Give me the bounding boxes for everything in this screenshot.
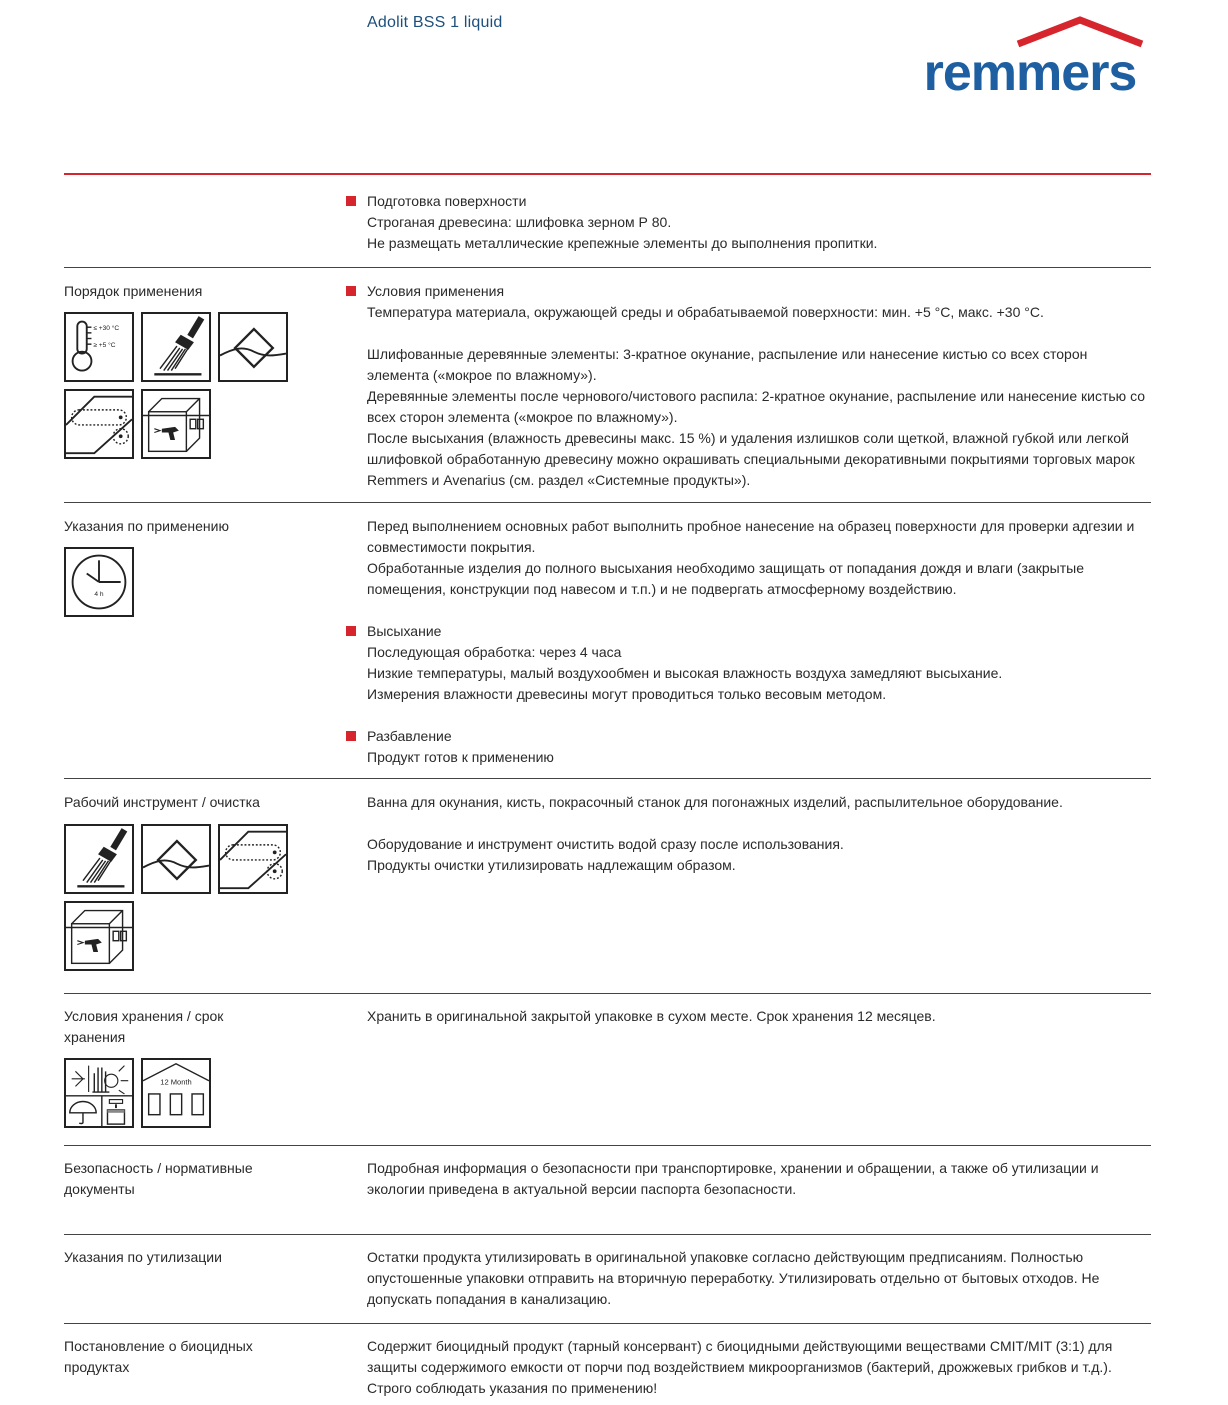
conveyor-icon <box>64 389 134 459</box>
block-line: Деревянные элементы после чернового/чистового распила: 2-кратное окунание, распыление или нанесение кистью со всех сторон элемента («мокрое по влажному»). <box>367 388 1146 425</box>
red-bullet <box>346 196 356 206</box>
block-heading: Условия применения <box>367 283 505 299</box>
spray-booth-icon <box>64 901 134 971</box>
block-line: После высыхания (влажность древесины макс. 15 %) и удаления излишков соли щеткой, влажной губкой или легкой шлифовкой обработанную древесину можно окрашивать специальными декоративными покрытиями торговых марок Remmers и Avenarius (см. раздел «Системные продукты»). <box>367 430 1135 488</box>
header-divider <box>64 173 1151 175</box>
block-line: Последующая обработка: через 4 часа <box>367 644 622 660</box>
block-line: Перед выполнением основных работ выполнить пробное нанесение на образец поверхности для проверки адгезии и совместимости покрытия. <box>367 518 1135 555</box>
block-line: Не размещать металлические крепежные элементы до выполнения пропитки. <box>367 235 878 251</box>
dip-icon <box>141 824 211 894</box>
section-label: Порядок применения <box>64 283 203 299</box>
block-line: Измерения влажности древесины могут проводиться только весовым методом. <box>367 686 887 702</box>
section-label: Безопасность / нормативные документы <box>64 1160 253 1197</box>
svg-text:≥ +5 °C: ≥ +5 °C <box>93 342 116 349</box>
block-line: Продукт готов к применению <box>367 749 554 765</box>
block-line: Низкие температуры, малый воздухообмен и высокая влажность воздуха замедляют высыхание. <box>367 665 1003 681</box>
section-label: Указания по применению <box>64 518 229 534</box>
block-line: Обработанные изделия до полного высыхания необходимо защищать от попадания дождя и влаги (закрытые помещения, конструкции под навесом и т.п.) и не подвергать атмосферному воздействию. <box>367 560 1084 597</box>
block-line: Оборудование и инструмент очистить водой сразу после использования. <box>367 836 844 852</box>
svg-text:12 Month: 12 Month <box>160 1077 192 1087</box>
section-divider <box>64 1145 1151 1146</box>
block-line: Подробная информация о безопасности при транспортировке, хранении и обращении, а также об утилизации и экологии приведена в актуальной версии паспорта безопасности. <box>367 1160 1099 1197</box>
block-cleaning <box>367 834 1151 876</box>
block-surface-prep <box>367 191 1151 254</box>
block-heading: Высыхание <box>367 623 442 639</box>
block-application-conditions <box>367 281 1151 323</box>
brush-icon <box>141 312 211 382</box>
svg-text:remmers: remmers <box>923 44 1137 96</box>
section-label: Указания по утилизации <box>64 1249 222 1265</box>
block-line: Остатки продукта утилизировать в оригинальной упаковке согласно действующим предписаниям. Полностью опустошенные упаковки отправить на вторичную переработку. Утилизировать отдельно от бытовых отходов. Не допускать попадания в канализацию. <box>367 1249 1100 1307</box>
block-application-methods <box>367 344 1151 491</box>
svg-text:4 h: 4 h <box>94 591 104 599</box>
section-divider <box>64 267 1151 268</box>
conveyor-icon <box>218 824 288 894</box>
block-dilution <box>367 726 1151 768</box>
block-general-notes <box>367 516 1151 600</box>
section-divider <box>64 502 1151 503</box>
storage-conditions-icon <box>64 1058 134 1128</box>
block-line: Ванна для окунания, кисть, покрасочный станок для погонажных изделий, распылительное оборудование. <box>367 794 1063 810</box>
product-title: Adolit BSS 1 liquid <box>367 14 503 31</box>
block-heading: Подготовка поверхности <box>367 193 527 209</box>
block-line: Содержит биоцидный продукт (тарный консервант) с биоцидными действующими веществами CMIT/MIT (3:1) для защиты содержимого емкости от порчи под воздействием микроорганизмов (бактерий, дрожжевых грибков и т.д.). Строго соблюдать указания по применению! <box>367 1338 1113 1396</box>
block-drying <box>367 621 1151 705</box>
section-divider <box>64 1234 1151 1235</box>
clock-icon <box>64 547 134 617</box>
section-label: Условия хранения / срок хранения <box>64 1008 224 1045</box>
dip-icon <box>218 312 288 382</box>
thermometer-icon <box>64 312 134 382</box>
block-line: Строганая древесина: шлифовка зерном Р 80. <box>367 214 672 230</box>
section-label: Рабочий инструмент / очистка <box>64 794 260 810</box>
red-bullet <box>346 731 356 741</box>
spray-booth-icon <box>141 389 211 459</box>
shelf-life-icon <box>141 1058 211 1128</box>
block-line: Хранить в оригинальной закрытой упаковке в сухом месте. Срок хранения 12 месяцев. <box>367 1008 936 1024</box>
section-divider <box>64 778 1151 779</box>
block-line: Шлифованные деревянные элементы: 3-кратное окунание, распыление или нанесение кистью со всех сторон элемента («мокрое по влажному»). <box>367 346 1088 383</box>
svg-text:≤ +30 °C: ≤ +30 °C <box>93 325 120 333</box>
section-divider <box>64 993 1151 994</box>
block-tools <box>367 792 1151 813</box>
section-label: Постановление о биоцидных продуктах <box>64 1338 253 1375</box>
red-bullet <box>346 286 356 296</box>
block-line: Температура материала, окружающей среды и обрабатываемой поверхности: мин. +5 °C, макс. +30 °C. <box>367 304 1044 320</box>
section-divider <box>64 1323 1151 1324</box>
block-heading: Разбавление <box>367 728 452 744</box>
remmers-logo <box>908 14 1153 96</box>
red-bullet <box>346 626 356 636</box>
block-line: Продукты очистки утилизировать надлежащим образом. <box>367 857 736 873</box>
brush-icon <box>64 824 134 894</box>
